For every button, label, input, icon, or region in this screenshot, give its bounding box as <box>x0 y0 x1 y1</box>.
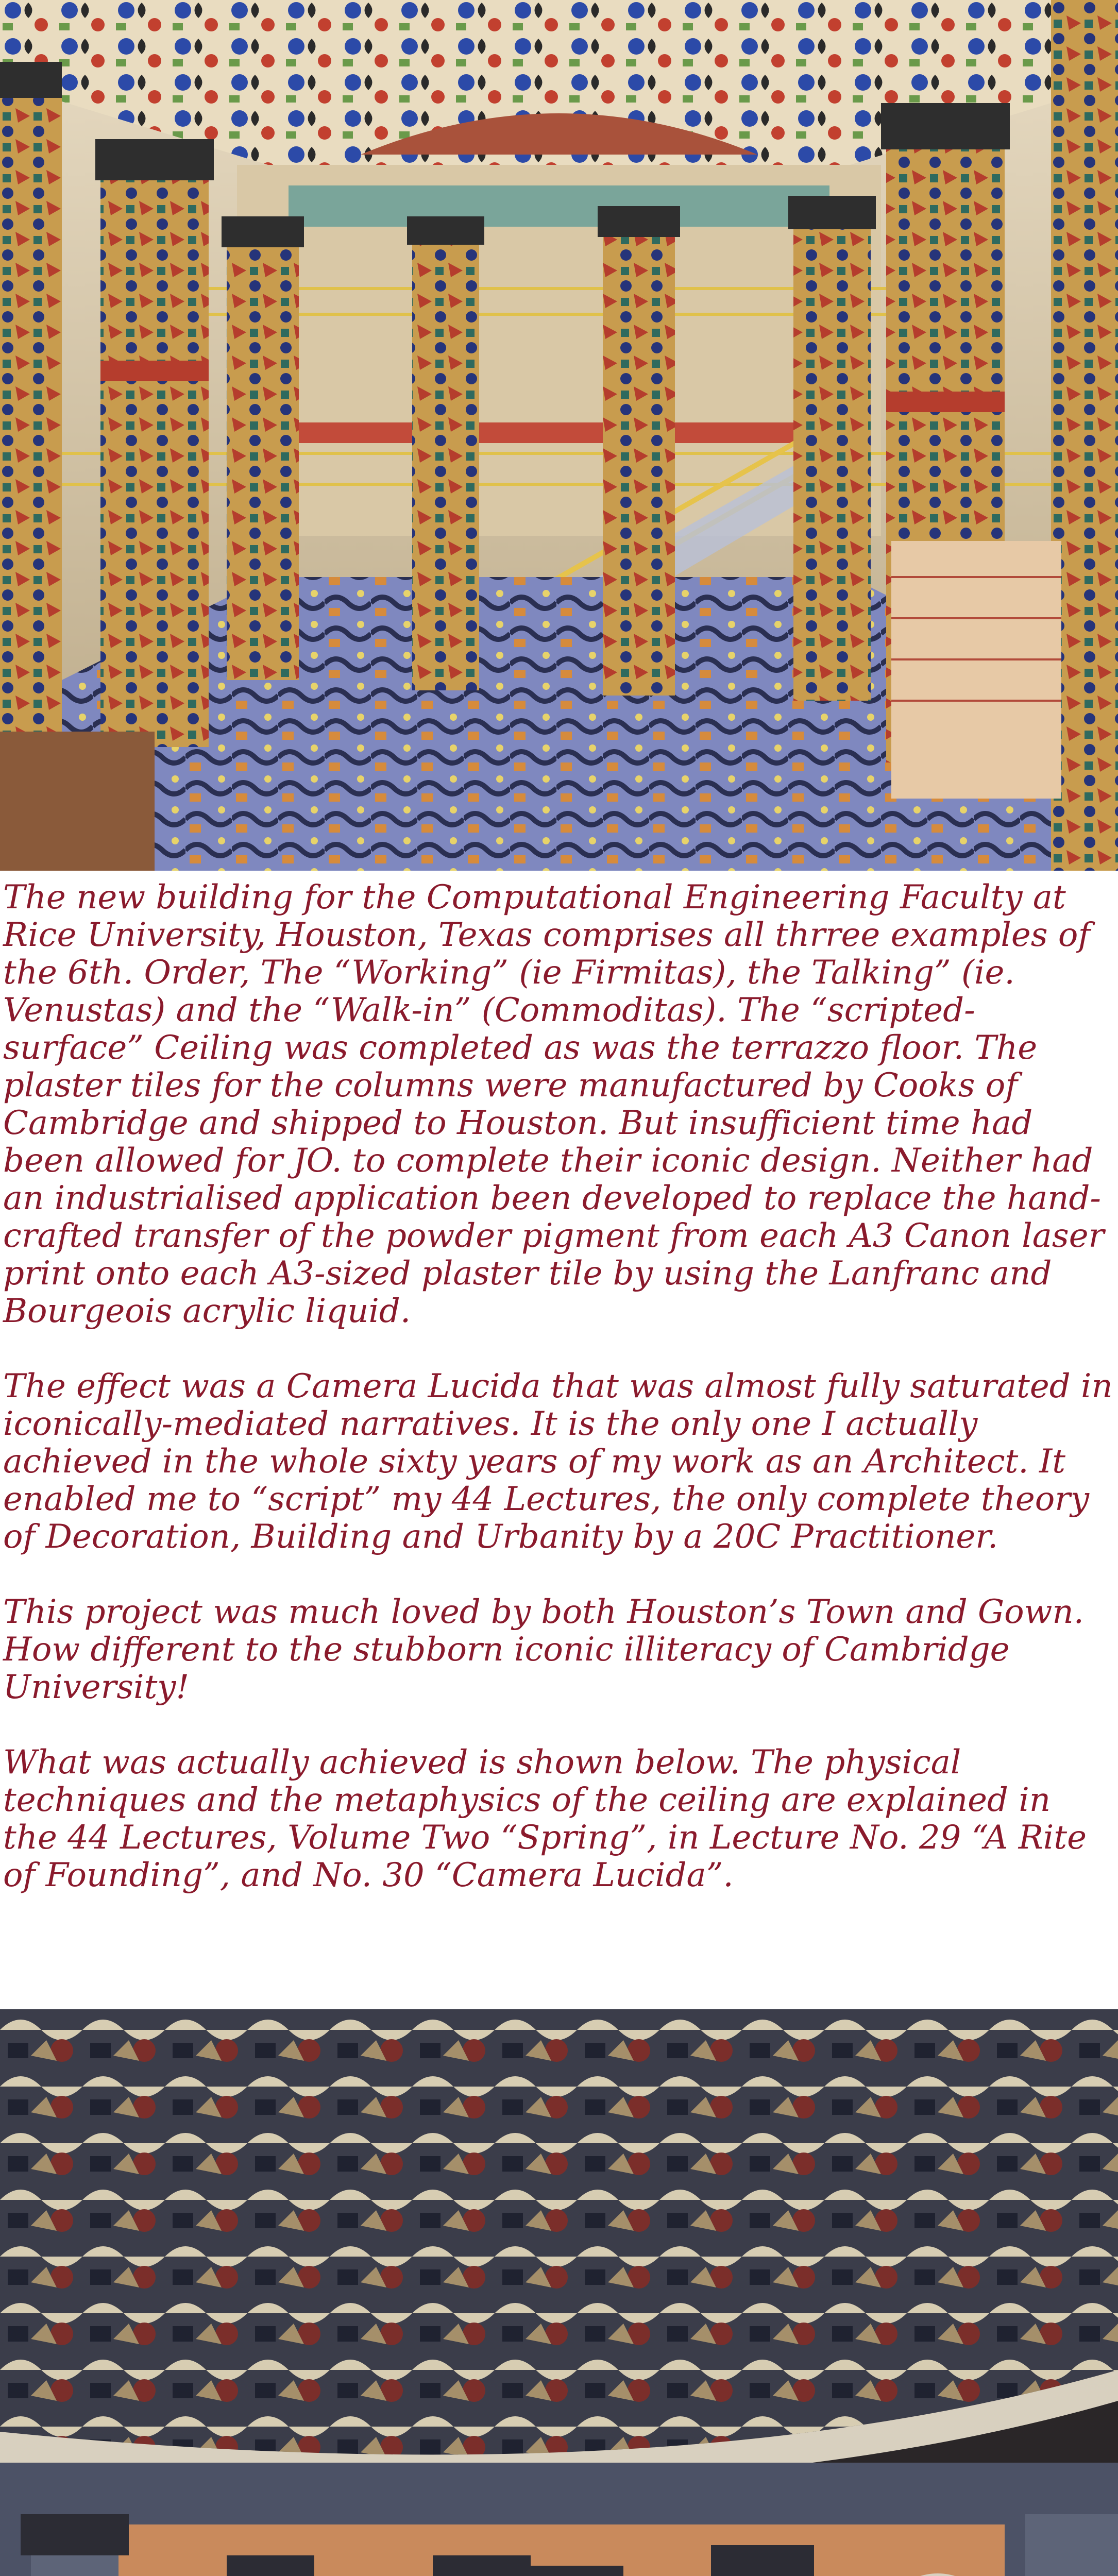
atrium-photograph-image <box>0 2009 1118 2576</box>
atrium-photograph-icon <box>0 2009 1118 2576</box>
paragraph-intro: The new building for the Computational Engineering Faculty at Rice University, Houston, Texas comprises all thrree examples of the 6th. Order, The “Working” (ie Firmitas), the Talking” (ie. Venustas) and the “Walk-in” (Commoditas). The “scripted-surface” Ceiling was completed as was the terrazzo floor. The plaster tiles for the columns were manufactured by Cooks of Cambridge and shipped to Houston. But insufficient time had been allowed for JO. to complete their iconic design. Neither had an industrialised application been developed to replace the hand-crafted transfer of the powder pigment from each A3 Canon laser print onto each A3-sized plaster tile by using the Lanfranc and Bourgeois acrylic liquid. <box>3 878 1105 1330</box>
paragraph-achieved: What was actually achieved is shown below. The physical techniques and the metaphysics of the ceiling are explained in the 44 Lectures, Volume Two “Spring”, in Lecture No. 29 “A Rite of Founding”, and No. 30 “Camera Lucida”. <box>3 1743 1087 1894</box>
painted-interior-drawing-icon <box>0 0 1118 871</box>
article-text <box>3 879 1115 1932</box>
paragraph-camera-lucida: The effect was a Camera Lucida that was almost fully saturated in iconically-mediated narratives. It is the only one I actually achieved in the whole sixty years of my work as an Architect. It enabled me to “script” my 44 Lectures, the only complete theory of Decoration, Building and Urbanity by a 20C Practitioner. <box>3 1367 1113 1556</box>
paragraph-houston: This project was much loved by both Houston’s Town and Gown. How different to the stubborn iconic illiteracy of Cambridge University! <box>3 1593 1084 1706</box>
atrium-painting-image <box>0 0 1118 871</box>
